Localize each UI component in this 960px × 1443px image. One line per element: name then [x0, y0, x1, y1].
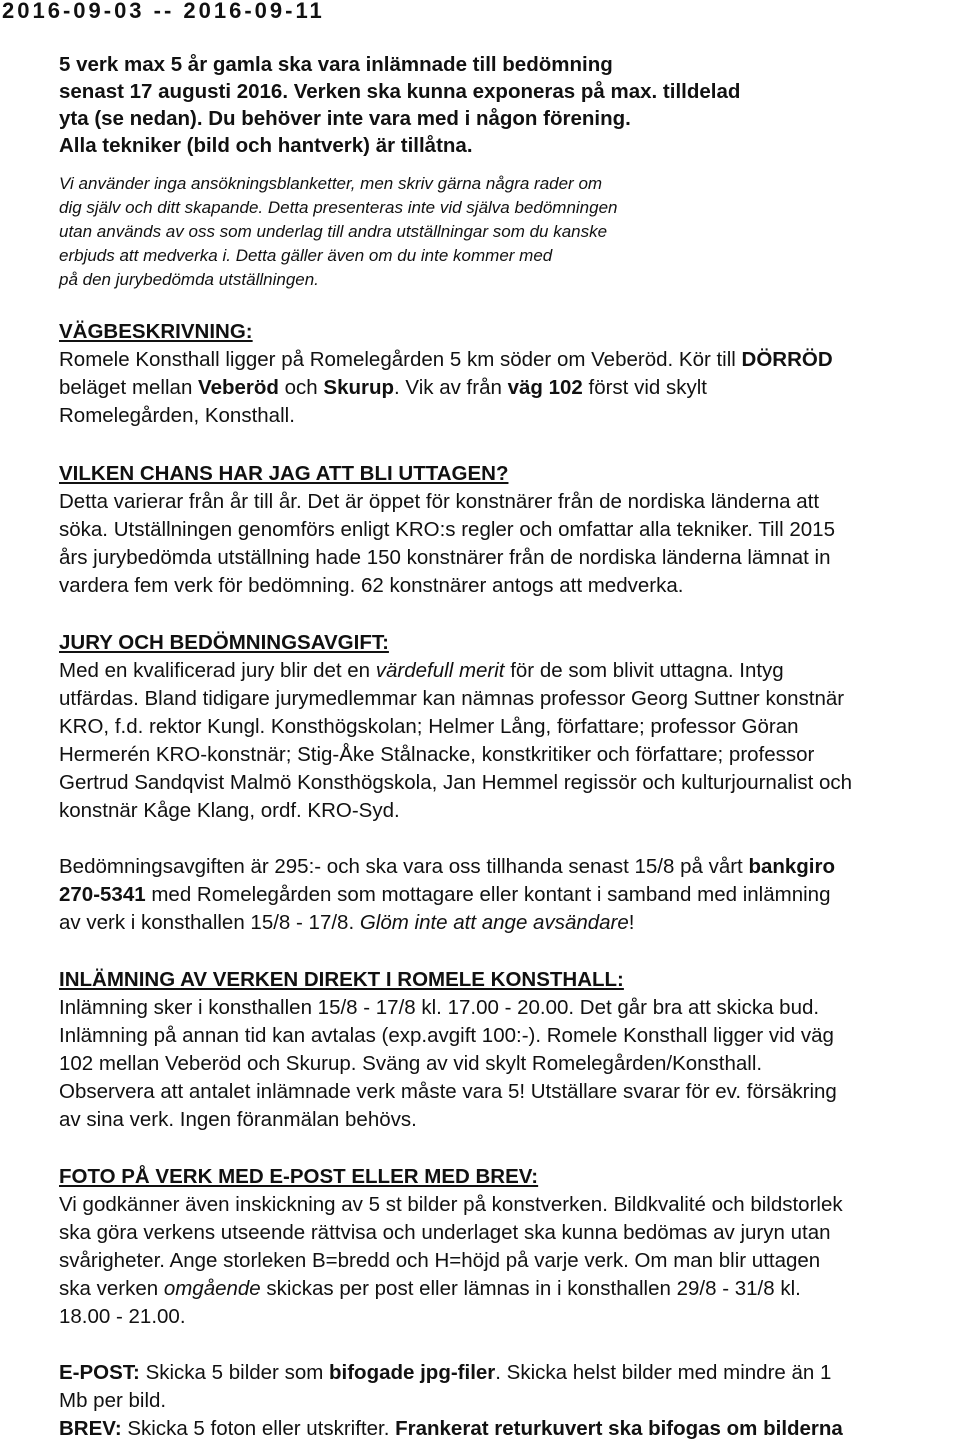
- bold-text: bankgiro: [748, 855, 836, 878]
- photo-text: [59, 1191, 959, 1331]
- bold-text: bifogade jpg-filer: [329, 1361, 496, 1384]
- italic-text: värdefull merit: [375, 659, 505, 682]
- chance-line: vardera fem verk för bedömning. 62 konstnärer antogs att medverka.: [59, 574, 684, 597]
- intro-line: senast 17 augusti 2016. Verken ska kunna exponeras på max. tilldelad: [59, 80, 741, 103]
- text-span: beläget mellan: [59, 376, 199, 399]
- text-span: Skicka 5 foton eller utskrifter.: [121, 1417, 396, 1440]
- chance-heading: VILKEN CHANS HAR JAG ATT BLI UTTAGEN?: [59, 462, 509, 485]
- text-span: Romele Konsthall ligger på Romelegården 5 km söder om Veberöd. Kör till: [59, 348, 742, 371]
- fee-line: [59, 909, 959, 937]
- text-span: med Romelegården som mottagare eller kontant i samband med inlämning: [145, 883, 831, 906]
- jury-text: [59, 657, 959, 825]
- photo-line: ska göra verkens utseende rättvisa och underlaget ska kunna bedömas av juryn utan: [59, 1221, 831, 1244]
- directions-line: Romelegården, Konsthall.: [59, 404, 295, 427]
- date-range-header: 2016-09-03 -- 2016-09-11: [2, 0, 325, 23]
- jury-heading: JURY OCH BEDÖMNINGSAVGIFT:: [59, 631, 389, 654]
- directions-heading: VÄGBESKRIVNING:: [59, 320, 253, 343]
- email-line: [59, 1359, 959, 1387]
- text-span: Skicka 5 bilder som: [139, 1361, 329, 1384]
- chance-line: Detta varierar från år till år. Det är öppet för konstnärer från de nordiska länderna att: [59, 490, 820, 513]
- jury-line: Hermerén KRO-konstnär; Stig-Åke Stålnacke, konstkritiker och författare; professor: [59, 743, 815, 766]
- email-paragraph: [59, 1359, 959, 1443]
- text-span: Med en kvalificerad jury blir det en: [59, 659, 376, 682]
- photo-line: Vi godkänner även inskickning av 5 st bilder på konstverken. Bildkvalité och bildstorlek: [59, 1193, 843, 1216]
- letter-label: BREV:: [59, 1417, 122, 1440]
- text-span: och: [278, 376, 324, 399]
- text-span: av verk i konsthallen 15/8 - 17/8.: [59, 911, 360, 934]
- jury-line: [59, 657, 959, 685]
- directions-line: [59, 346, 959, 374]
- bold-text: Frankerat returkuvert ska bifogas om bilderna: [395, 1417, 843, 1440]
- delivery-heading: INLÄMNING AV VERKEN DIREKT I ROMELE KONSTHALL:: [59, 968, 624, 991]
- fee-line: [59, 853, 959, 881]
- bold-text: Skurup: [323, 376, 395, 399]
- photo-line: svårigheter. Ange storleken B=bredd och H=höjd på varje verk. Om man blir uttagen: [59, 1249, 821, 1272]
- delivery-line: Inlämning sker i konsthallen 15/8 - 17/8 kl. 17.00 - 20.00. Det går bra att skicka bud.: [59, 996, 820, 1019]
- email-line: Mb per bild.: [59, 1389, 167, 1412]
- email-label: E-POST:: [59, 1361, 140, 1384]
- application-note: [59, 172, 959, 292]
- fee-line: [59, 881, 959, 909]
- fee-paragraph: [59, 853, 959, 937]
- note-line: utan används av oss som underlag till andra utställningar som du kanske: [59, 222, 608, 241]
- jury-line: utfärdas. Bland tidigare jurymedlemmar kan nämnas professor Georg Suttner konstnär: [59, 687, 845, 710]
- document-body: [59, 51, 959, 1443]
- delivery-line: av sina verk. Ingen föranmälan behövs.: [59, 1108, 417, 1131]
- bold-text: DÖRRÖD: [741, 348, 833, 371]
- intro-line: 5 verk max 5 år gamla ska vara inlämnade till bedömning: [59, 53, 613, 76]
- intro-line: Alla tekniker (bild och hantverk) är tillåtna.: [59, 134, 473, 157]
- photo-line: 18.00 - 21.00.: [59, 1305, 186, 1328]
- jury-line: konstnär Kåge Klang, ordf. KRO-Syd.: [59, 799, 400, 822]
- text-span: skickas per post eller lämnas in i konsthallen 29/8 - 31/8 kl.: [260, 1277, 801, 1300]
- directions-text: [59, 346, 959, 430]
- bold-text: Veberöd: [198, 376, 279, 399]
- text-span: ska verken: [59, 1277, 164, 1300]
- italic-text: omgående: [163, 1277, 261, 1300]
- jury-line: Gertrud Sandqvist Malmö Konsthögskola, Jan Hemmel regissör och kulturjournalist och: [59, 771, 853, 794]
- delivery-line: Observera att antalet inlämnade verk måste vara 5! Utställare svarar för ev. försäkring: [59, 1080, 837, 1103]
- note-line: på den jurybedömda utställningen.: [59, 270, 319, 289]
- bold-text: väg 102: [507, 376, 583, 399]
- delivery-line: Inlämning på annan tid kan avtalas (exp.avgift 100:-). Romele Konsthall ligger vid väg: [59, 1024, 834, 1047]
- chance-line: söka. Utställningen genomförs enligt KRO:s regler och omfattar alla tekniker. Till 2015: [59, 518, 835, 541]
- jury-line: KRO, f.d. rektor Kungl. Konsthögskolan; Helmer Lång, författare; professor Göran: [59, 715, 799, 738]
- photo-heading: FOTO PÅ VERK MED E-POST ELLER MED BREV:: [59, 1165, 539, 1188]
- text-span: Bedömningsavgiften är 295:- och ska vara oss tillhanda senast 15/8 på vårt: [59, 855, 749, 878]
- note-line: Vi använder inga ansökningsblanketter, men skriv gärna några rader om: [59, 174, 603, 193]
- text-span: . Skicka helst bilder med mindre än 1: [495, 1361, 832, 1384]
- bankgiro-number: 270-5341: [59, 883, 146, 906]
- chance-line: års jurybedömda utställning hade 150 konstnärer från de nordiska länderna lämnat in: [59, 546, 831, 569]
- text-span: . Vik av från: [394, 376, 508, 399]
- note-line: erbjuds att medverka i. Detta gäller även om du inte kommer med: [59, 246, 553, 265]
- photo-line: [59, 1275, 959, 1303]
- intro-paragraph: [59, 51, 959, 159]
- note-line: dig själv och ditt skapande. Detta presenteras inte vid själva bedömningen: [59, 198, 618, 217]
- text-span: för de som blivit uttagna. Intyg: [504, 659, 784, 682]
- intro-line: yta (se nedan). Du behöver inte vara med i någon förening.: [59, 107, 631, 130]
- text-span: !: [628, 911, 635, 934]
- text-span: först vid skylt: [582, 376, 707, 399]
- letter-line: [59, 1415, 959, 1443]
- directions-line: [59, 374, 959, 402]
- italic-text: Glöm inte att ange avsändare: [359, 911, 629, 934]
- delivery-line: 102 mellan Veberöd och Skurup. Sväng av vid skylt Romelegården/Konsthall.: [59, 1052, 763, 1075]
- chance-text: [59, 488, 959, 600]
- delivery-text: [59, 994, 959, 1134]
